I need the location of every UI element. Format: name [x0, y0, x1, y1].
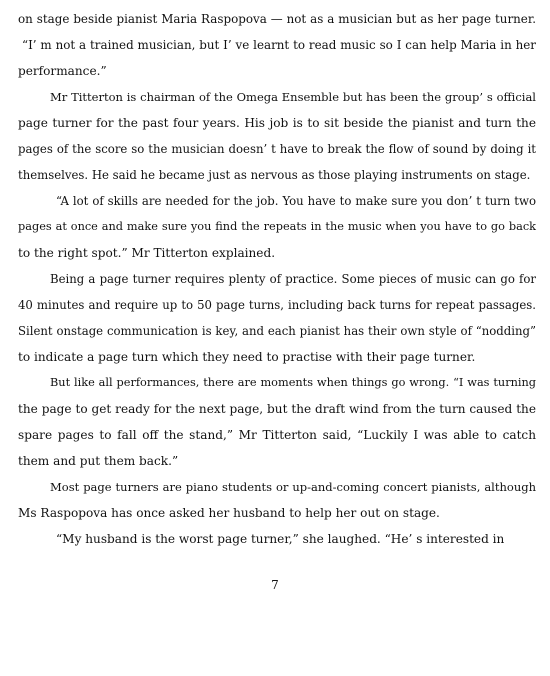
- text-line-8: “A lot of skills are needed for the job. You have to make sure you don’ t turn two: [56, 194, 536, 208]
- text-line-16: the page to get ready for the next page, but the draft wind from the turn caused the: [18, 402, 536, 416]
- text-line-5: page turner for the past four years. His job is to sit beside the pianist and turn the: [18, 116, 536, 130]
- text-line-18: them and put them back.”: [18, 454, 179, 468]
- text-line-2: “I’ m not a trained musician, but I’ ve learnt to read music so I can help Maria in her: [22, 38, 536, 52]
- text-line-20: Ms Raspopova has once asked her husband to help her out on stage.: [18, 506, 440, 520]
- text-line-10: to the right spot.” Mr Titterton explained.: [18, 246, 276, 260]
- text-line-7: themselves. He said he became just as nervous as those playing instruments on stage.: [18, 168, 531, 182]
- page-number: 7: [271, 578, 279, 592]
- text-line-3: performance.”: [18, 64, 107, 78]
- text-line-13: Silent onstage communication is key, and each pianist has their own style of “nodding”: [18, 324, 536, 338]
- text-line-11: Being a page turner requires plenty of practice. Some pieces of music can go for: [50, 272, 536, 286]
- text-line-9: pages at once and make sure you find the repeats in the music when you have to go back: [18, 220, 536, 233]
- document-page: [18, 6, 536, 552]
- text-line-6: pages of the score so the musician doesn’ t have to break the flow of sound by doing it: [18, 142, 536, 156]
- text-line-14: to indicate a page turn which they need to practise with their page turner.: [18, 350, 476, 364]
- text-line-19: Most page turners are piano students or up-and-coming concert pianists, although: [50, 480, 536, 494]
- text-line-1: on stage beside pianist Maria Raspopova — not as a musician but as her page turner.: [18, 12, 536, 26]
- text-line-15: But like all performances, there are moments when things go wrong. “I was turning: [50, 376, 536, 389]
- text-line-17: spare pages to fall off the stand,” Mr Titterton said, “Luckily I was able to catch: [18, 428, 536, 442]
- text-line-12: 40 minutes and require up to 50 page turns, including back turns for repeat passages.: [18, 298, 536, 312]
- text-line-4: Mr Titterton is chairman of the Omega Ensemble but has been the group’ s official: [50, 90, 536, 104]
- text-line-21: “My husband is the worst page turner,” she laughed. “He’ s interested in: [56, 532, 505, 546]
